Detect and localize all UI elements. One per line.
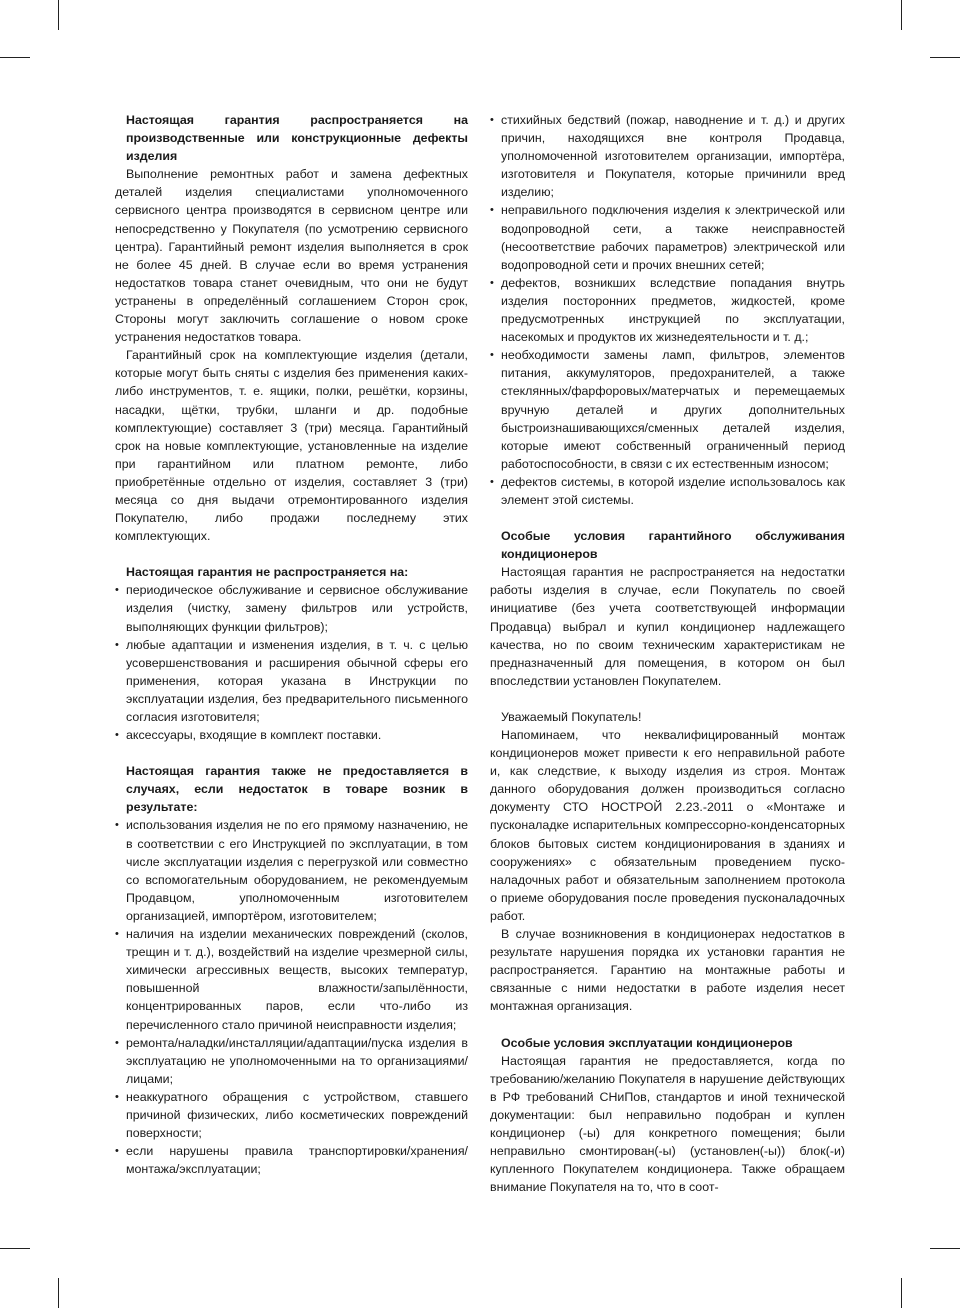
- crop-mark: [58, 1278, 59, 1308]
- crop-mark: [901, 0, 902, 30]
- section-heading-ac-warranty: Особые условия гарантийного обслуживания кондиционеров: [501, 529, 845, 562]
- paragraph-installation-notice: Напоминаем, что неквалифицированный монтаж кондиционеров может привести к его неправильной работе и, как следствие, к выходу изделия из строя. Монтаж данного оборудования должен производиться согласно документу СТО НОСТРОЙ 2.23.-2011 о «Монтаже и пусконаладке испарительных компрессорно-конденсаторных блоков бытовых систем кондиционирования в зданиях и сооружениях» с обязательным проведением пуско-наладочных работ и обязательным заполнением протокола о приеме оборудования после проведения пусконаладочных работ.: [490, 728, 845, 923]
- spacer: [490, 509, 845, 527]
- spacer: [115, 545, 468, 563]
- left-column: [115, 111, 468, 1178]
- list-item: • дефектов системы, в которой изделие использовалось как элемент этой системы.: [490, 473, 845, 509]
- crop-mark: [930, 57, 960, 58]
- paragraph-components-warranty: Гарантийный срок на комплектующие изделия (детали, которые могут быть сняты с изделия без применения каких-либо инструментов, т. е. ящики, полки, решётки, корзины, насадки, щётки, трубки, шланги и др. подобные комплектующие) составляет 3 (три) месяца. Гарантийный срок на новые комплектующие, установленные на изделие при гарантийном или платном ремонте, либо приобретённые отдельно от изделия, составляет 3 (три) месяца со дня выдачи отремонтированного изделия Покупателю, либо продажи последнему этих комплектующих.: [115, 348, 468, 544]
- section-heading-ac-operation: Особые условия эксплуатации кондиционеров: [501, 1035, 793, 1050]
- paragraph-repair-terms: Выполнение ремонтных работ и замена дефектных деталей изделия специалистами уполномоченного сервисного центра производятся в сервисном центре или непосредственно у Покупателя (по усмотрению сервисного центра). Гарантийный ремонт изделия выполняется в срок не более 45 дней. В случае если во время устранения недостатков товара станет очевидным, что они не будут устранены в определённый соглашением Сторон срок, Стороны могут заключить соглашение о новом сроке устранения недостатков товара.: [115, 167, 468, 345]
- section-heading-exclusions: Настоящая гарантия также не предоставляется в случаях, если недостаток в товаре возник в результате:: [126, 764, 468, 815]
- exclusions-list-continued: [490, 111, 845, 509]
- paragraph-ac-selection: Настоящая гарантия не распространяется на недостатки работы изделия в случае, если Покупатель по своей инициативе (без учета соответствующей информации Продавца) выбрал и купил кондиционер надлежащего качества, но по своим техническим характеристикам не предназначенный для помещения, в котором он был впоследствии установлен Покупателем.: [490, 565, 845, 688]
- spacer: [490, 1016, 845, 1034]
- crop-mark: [0, 1248, 30, 1249]
- list-item: • наличия на изделии механических повреждений (сколов, трещин и т. д.), воздействий на изделие чрезмерной силы, химически агрессивных веществ, высоких температур, повышенной влажности/запылённости, концентрированных паров, если что-либо из перечисленного стало причиной неисправности изделия;: [115, 925, 468, 1034]
- list-item: • стихийных бедствий (пожар, наводнение и т. д.) и других причин, находящихся вне контроля Продавца, уполномоченной изготовителем организации, импортёра, изготовителя и Покупателя, которые причинили вред изделию;: [490, 111, 845, 201]
- spacer: [115, 744, 468, 762]
- greeting: Уважаемый Покупатель!: [501, 709, 642, 724]
- crop-mark: [58, 0, 59, 30]
- list-item: • ремонта/наладки/инсталляции/адаптации/пуска изделия в эксплуатацию не уполномоченными на то организациями/ лицами;: [115, 1034, 468, 1088]
- exclusions-list: [115, 816, 468, 1178]
- crop-mark: [930, 1248, 960, 1249]
- crop-mark: [901, 1278, 902, 1308]
- list-item: • аксессуары, входящие в комплект поставки.: [115, 726, 468, 744]
- list-item: • неправильного подключения изделия к электрической или водопроводной сети, а также неисправностей (несоответствие рабочих параметров) электрической или водопроводной сети и прочих внешних сетей;: [490, 201, 845, 273]
- not-covered-list: [115, 581, 468, 744]
- crop-mark: [0, 57, 30, 58]
- paragraph-ac-operation: Настоящая гарантия не предоставляется, когда по требованию/желанию Покупателя в нарушение действующих в РФ требований СНиПов, стандартов и иной технической документации: был неправильно подобран и куплен кондиционер (-ы) для конкретного помещения; были неправильно смонтирован(-ы) (установлен(-ы)) блок(-и) купленного Покупателем кондиционера. Также обращаем внимание Покупателя на то, что в соот-: [490, 1053, 845, 1195]
- right-column: [490, 111, 845, 1196]
- section-heading-warranty-scope: Настоящая гарантия распространяется на производственные или конструкционные дефекты изделия: [126, 113, 468, 164]
- list-item: • любые адаптации и изменения изделия, в т. ч. с целью усовершенствования и расширения обычной сферы его применения, которая указана в Инструкции по эксплуатации изделия, без предварительного письменного согласия изготовителя;: [115, 636, 468, 726]
- list-item: • периодическое обслуживание и сервисное обслуживание изделия (чистку, замену фильтров или устройств, выполняющих функции фильтров);: [115, 581, 468, 635]
- list-item: • если нарушены правила транспортировки/хранения/монтажа/эксплуатации;: [115, 1142, 468, 1178]
- section-heading-not-covered: Настоящая гарантия не распространяется на:: [126, 565, 409, 580]
- paragraph-installation-defects: В случае возникновения в кондиционерах недостатков в результате нарушения порядка их установки гарантия не распространяется. Гарантию на монтажные работы и связанные с ними недостатки в работе изделия несет монтажная организация.: [490, 927, 845, 1014]
- list-item: • неаккуратного обращения с устройством, ставшего причиной физических, либо косметических повреждений поверхности;: [115, 1088, 468, 1142]
- spacer: [490, 690, 845, 708]
- list-item: • дефектов, возникших вследствие попадания внутрь изделия посторонних предметов, жидкостей, кроме предусмотренных инструкцией по эксплуатации, насекомых и продуктов их жизнедеятельности и т. д.;: [490, 274, 845, 346]
- list-item: • использования изделия не по его прямому назначению, не в соответствии с его Инструкцией по эксплуатации, в том числе эксплуатации изделия с перегрузкой или совместно со вспомогательным оборудованием, не рекомендуемым Продавцом, уполномоченным изготовителем организацией, импортёром, изготовителем;: [115, 816, 468, 925]
- list-item: • необходимости замены ламп, фильтров, элементов питания, аккумуляторов, предохранителей, а также стеклянных/фарфоровых/матерчатых и перемещаемых вручную деталей и других дополнительных быстроизнашивающихся/сменных деталей изделия, которые имеют собственный ограниченный период работоспособности, в связи с их естественным износом;: [490, 346, 845, 473]
